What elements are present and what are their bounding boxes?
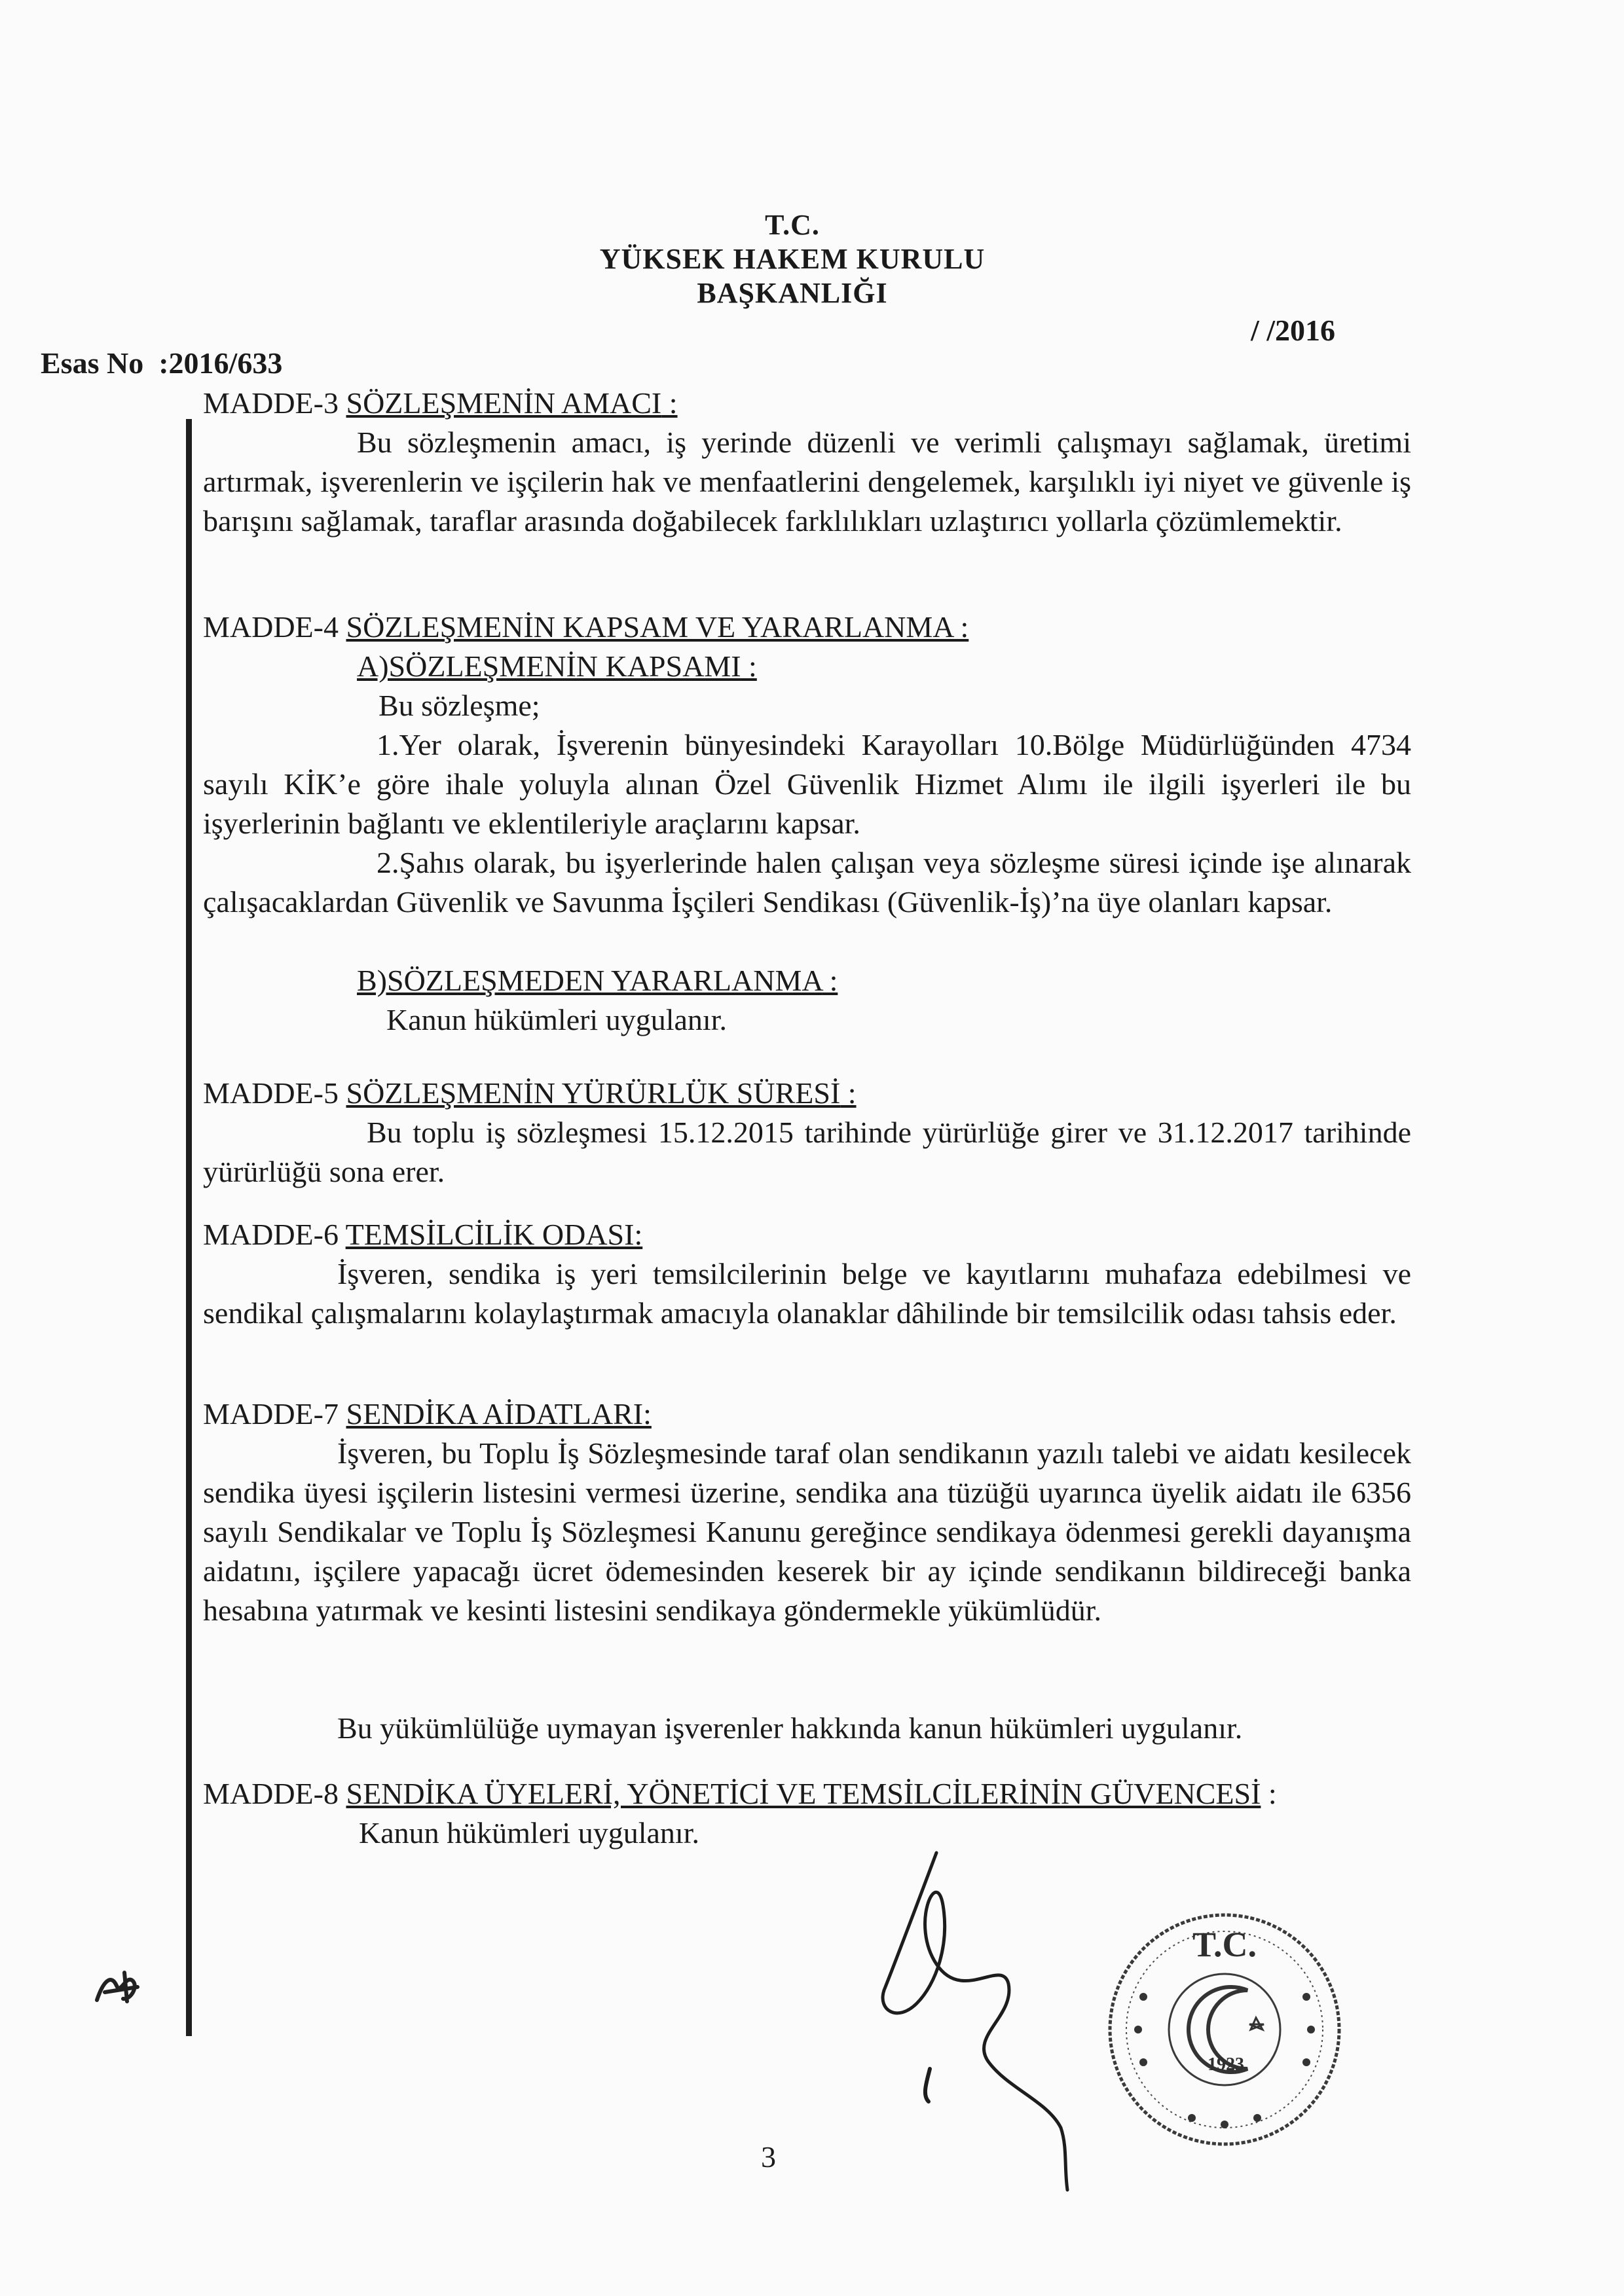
madde-3-label: MADDE-3	[203, 386, 346, 420]
header-institution: YÜKSEK HAKEM KURULU	[599, 243, 986, 275]
document-date: / /2016	[1251, 314, 1336, 347]
madde-5-title: SÖZLEŞMENİN YÜRÜRLÜK SÜRESİ	[346, 1076, 841, 1110]
madde-5-text: Bu toplu iş sözleşmesi 15.12.2015 tarihinde yürürlüğe girer ve 31.12.2017 tarihinde yürürlüğü sona erer.	[203, 1116, 1411, 1188]
madde-8-heading: MADDE-8 SENDİKA ÜYELERİ, YÖNETİCİ VE TEMSİLCİLERİNİN GÜVENCESİ :	[203, 1777, 1277, 1810]
madde-3-title: SÖZLEŞMENİN AMACI	[346, 386, 662, 420]
header-presidency: BAŞKANLIĞI	[697, 277, 888, 309]
madde-8-label: MADDE-8	[203, 1777, 346, 1810]
madde-4-sub-a-title: A)SÖZLEŞMENİN KAPSAMI	[357, 649, 741, 683]
madde-8-title: SENDİKA ÜYELERİ, YÖNETİCİ VE TEMSİLCİLERİNİN GÜVENCESİ	[346, 1777, 1261, 1810]
madde-6-label: MADDE-6	[203, 1218, 346, 1251]
page-number: 3	[761, 2140, 776, 2174]
madde-7-text: İşveren, bu Toplu İş Sözleşmesinde taraf olan sendikanın yazılı talebi ve aidatı kesilecek sendika üyesi işçilerin listesini vermesi üzerine, sendika ana tüzüğü uyarınca üyelik aidatı ile 6356 sayılı Sendikalar ve Toplu İş Sözleşmesi Kanunu gereğince sendikaya ödenmesi gerekli dayanışma aidatını, işçilere yapacağı ücret ödemesinden keserek bir ay içinde sendikanın bildireceği banka hesabına yatırmak ve kesinti listesini sendikaya göndermekle yükümlüdür.	[203, 1436, 1411, 1627]
madde-7-label: MADDE-7	[203, 1397, 346, 1430]
madde-7-heading	[203, 1394, 1411, 1434]
madde-8-text: Kanun hükümleri uygulanır.	[359, 1816, 699, 1850]
case-number-value: :2016/633	[158, 346, 283, 380]
madde-4-sub-b: B)SÖZLEŞMEDEN YARARLANMA :	[357, 964, 838, 997]
initials-mark	[85, 1961, 157, 2013]
case-number-label: Esas No	[41, 346, 144, 380]
madde-4-sub-a: A)SÖZLEŞMENİN KAPSAMI :	[357, 649, 757, 683]
madde-4-intro: Bu sözleşme;	[378, 689, 540, 722]
madde-4-sub-b-title: B)SÖZLEŞMEDEN YARARLANMA	[357, 964, 822, 997]
madde-3-text: Bu sözleşmenin amacı, iş yerinde düzenli ve verimli çalışmayı sağlamak, üretimi artırmak, işverenlerin ve işçilerin hak ve menfaatlerini dengelemek, karşılıklı iyi niyet ve güvenle iş barışını sağlamak, taraflar arasında doğabilecek farklılıkları uzlaştırıcı yollarla çözümlemektir.	[203, 426, 1411, 538]
madde-5-heading: MADDE-5 SÖZLEŞMENİN YÜRÜRLÜK SÜRESİ :	[203, 1076, 857, 1110]
madde-7-title: SENDİKA AİDATLARI:	[346, 1397, 652, 1430]
header-tc: T.C.	[765, 209, 820, 241]
seal-year: 1923	[1208, 2054, 1244, 2075]
madde-5-label: MADDE-5	[203, 1076, 346, 1110]
case-number	[41, 346, 282, 380]
madde-6-title: TEMSİLCİLİK ODASI:	[345, 1218, 643, 1251]
official-seal	[1080, 1899, 1375, 2160]
madde-3-heading: MADDE-3 SÖZLEŞMENİN AMACI :	[203, 386, 678, 420]
madde-4-heading: MADDE-4 SÖZLEŞMENİN KAPSAM VE YARARLANMA :	[203, 610, 969, 644]
madde-4-sub-b-text: Kanun hükümleri uygulanır.	[386, 1003, 727, 1036]
madde-7-text-2: Bu yükümlülüğe uymayan işverenler hakkında kanun hükümleri uygulanır.	[337, 1711, 1243, 1745]
madde-4-title: SÖZLEŞMENİN KAPSAM VE YARARLANMA	[346, 610, 953, 644]
margin-line	[186, 419, 192, 2036]
madde-4-item-2: 2.Şahıs olarak, bu işyerlerinde halen çalışan veya sözleşme süresi içinde işe alınarak çalışacaklardan Güvenlik ve Savunma İşçileri Sendikası (Güvenlik-İş)’na üye olanları kapsar.	[203, 846, 1411, 919]
madde-6-heading	[203, 1215, 1411, 1254]
seal-top-text: T.C.	[1192, 1925, 1257, 1964]
madde-4-label: MADDE-4	[203, 610, 346, 644]
madde-6-text: İşveren, sendika iş yeri temsilcilerinin belge ve kayıtlarını muhafaza edebilmesi ve sendikal çalışmalarını kolaylaştırmak amacıyla olanaklar dâhilinde bir temsilcilik odası tahsis eder.	[203, 1257, 1411, 1330]
madde-4-item-1: 1.Yer olarak, İşverenin bünyesindeki Karayolları 10.Bölge Müdürlüğünden 4734 sayılı KİK’e göre ihale yoluyla alınan Özel Güvenlik Hizmet Alımı ile ilgili işyerleri ile bu işyerlerinin bağlantı ve eklentileriyle araçlarını kapsar.	[203, 728, 1411, 840]
